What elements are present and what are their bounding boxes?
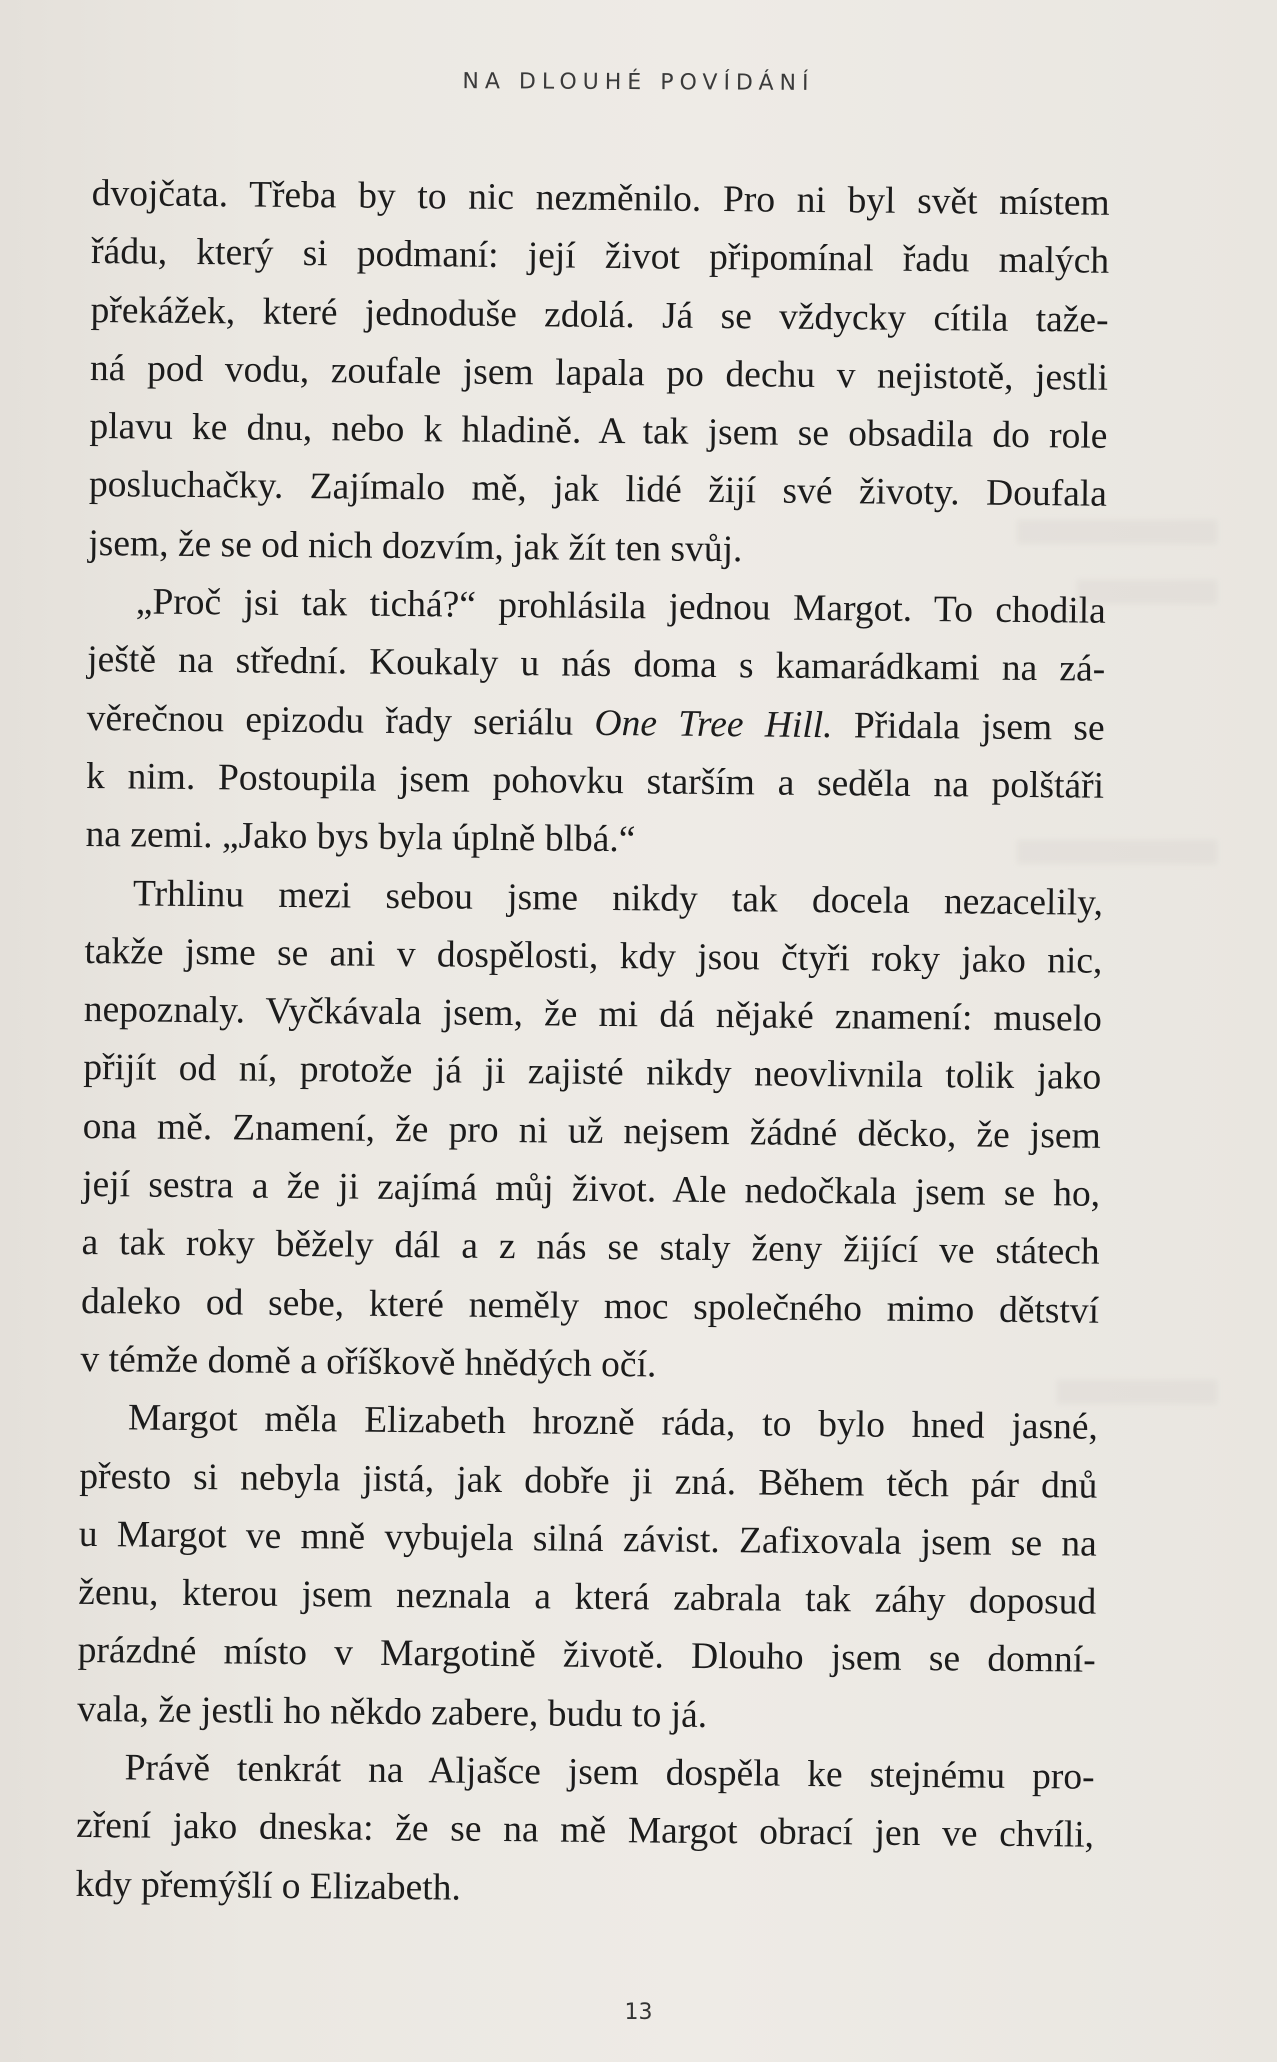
text-line: ženu, kterou jsem neznala a která zabrala tak záhy doposud xyxy=(78,1572,1097,1623)
text-line: překážek, které jednoduše zdolá. Já se vždycky cítila taže- xyxy=(90,289,1109,341)
text-line: ještě na střední. Koukaly u nás doma s kamarádkami na zá- xyxy=(87,639,1106,691)
text-line: Margot měla Elizabeth hrozně ráda, to bylo hned jasné, xyxy=(127,1397,1099,1448)
text-line: daleko od sebe, které neměly moc společného mimo dětství xyxy=(80,1280,1100,1332)
body-text xyxy=(75,165,1110,1924)
text-line: na zemi. „Jako bys byla úplně blbá.“ xyxy=(85,814,636,861)
text-line: jsem, že se od nich dozvím, jak žít ten svůj. xyxy=(88,522,743,571)
text-line: věrečnou epizodu řady seriálu One Tree Hill. Přidala jsem se xyxy=(86,697,1105,749)
text-line: ona mě. Znamení, že pro ni už nejsem žádné děcko, že jsem xyxy=(82,1105,1101,1157)
page-number: 13 xyxy=(624,2000,653,2025)
text-line: Právě tenkrát na Aljašce jsem dospěla ke stejnému pro- xyxy=(124,1747,1095,1798)
text-line: její sestra a že ji zajímá můj život. Ale nedočkala jsem se ho, xyxy=(82,1164,1101,1215)
text-line: nepoznaly. Vyčkávala jsem, že mi dá nějaké znamení: muselo xyxy=(83,989,1103,1040)
text-line: prázdné místo v Margotině životě. Dlouho jsem se domní- xyxy=(77,1630,1096,1682)
text-line: zření jako dneska: že se na mě Margot obrací jen ve chvíli, xyxy=(75,1805,1095,1857)
text-line: přijít od ní, protože já ji zajisté nikdy neovlivnila tolik jako xyxy=(83,1047,1102,1099)
text-line: a tak roky běžely dál a z nás se staly ženy žijící ve státech xyxy=(81,1222,1100,1274)
text-line: řádu, který si podmaní: její život připomínal řadu malých xyxy=(90,231,1110,283)
text-line: posluchačky. Zajímalo mě, jak lidé žijí své životy. Doufala xyxy=(88,464,1108,516)
text-line: vala, že jestli ho někdo zabere, budu to já. xyxy=(76,1688,708,1736)
text-line: v témže domě a oříškově hnědých očí. xyxy=(80,1338,657,1386)
running-header: NA DLOUHÉ POVÍDÁNÍ xyxy=(462,69,815,96)
text-line: kdy přemýšlí o Elizabeth. xyxy=(75,1863,462,1909)
text-line: takže jsme se ani v dospělosti, kdy jsou čtyři roky jako nic, xyxy=(84,930,1103,982)
text-line: „Proč jsi tak tichá?“ prohlásila jednou Margot. To chodila xyxy=(135,581,1106,632)
text-line: u Margot ve mně vybujela silná závist. Zafixovala jsem se na xyxy=(78,1513,1098,1565)
text-line: Trhlinu mezi sebou jsme nikdy tak docela nezacelily, xyxy=(132,872,1104,924)
text-line: k nim. Postoupila jsem pohovku starším a seděla na polštáři xyxy=(85,755,1105,807)
text-line: dvojčata. Třeba by to nic nezměnilo. Pro ni byl svět místem xyxy=(91,172,1110,224)
text-line: plavu ke dnu, nebo k hladině. A tak jsem se obsadila do role xyxy=(89,406,1108,457)
text-line: ná pod vodu, zoufale jsem lapala po dechu v nejistotě, jestli xyxy=(89,347,1109,399)
text-line: přesto si nebyla jistá, jak dobře ji zná. Během těch pár dnů xyxy=(79,1455,1098,1507)
